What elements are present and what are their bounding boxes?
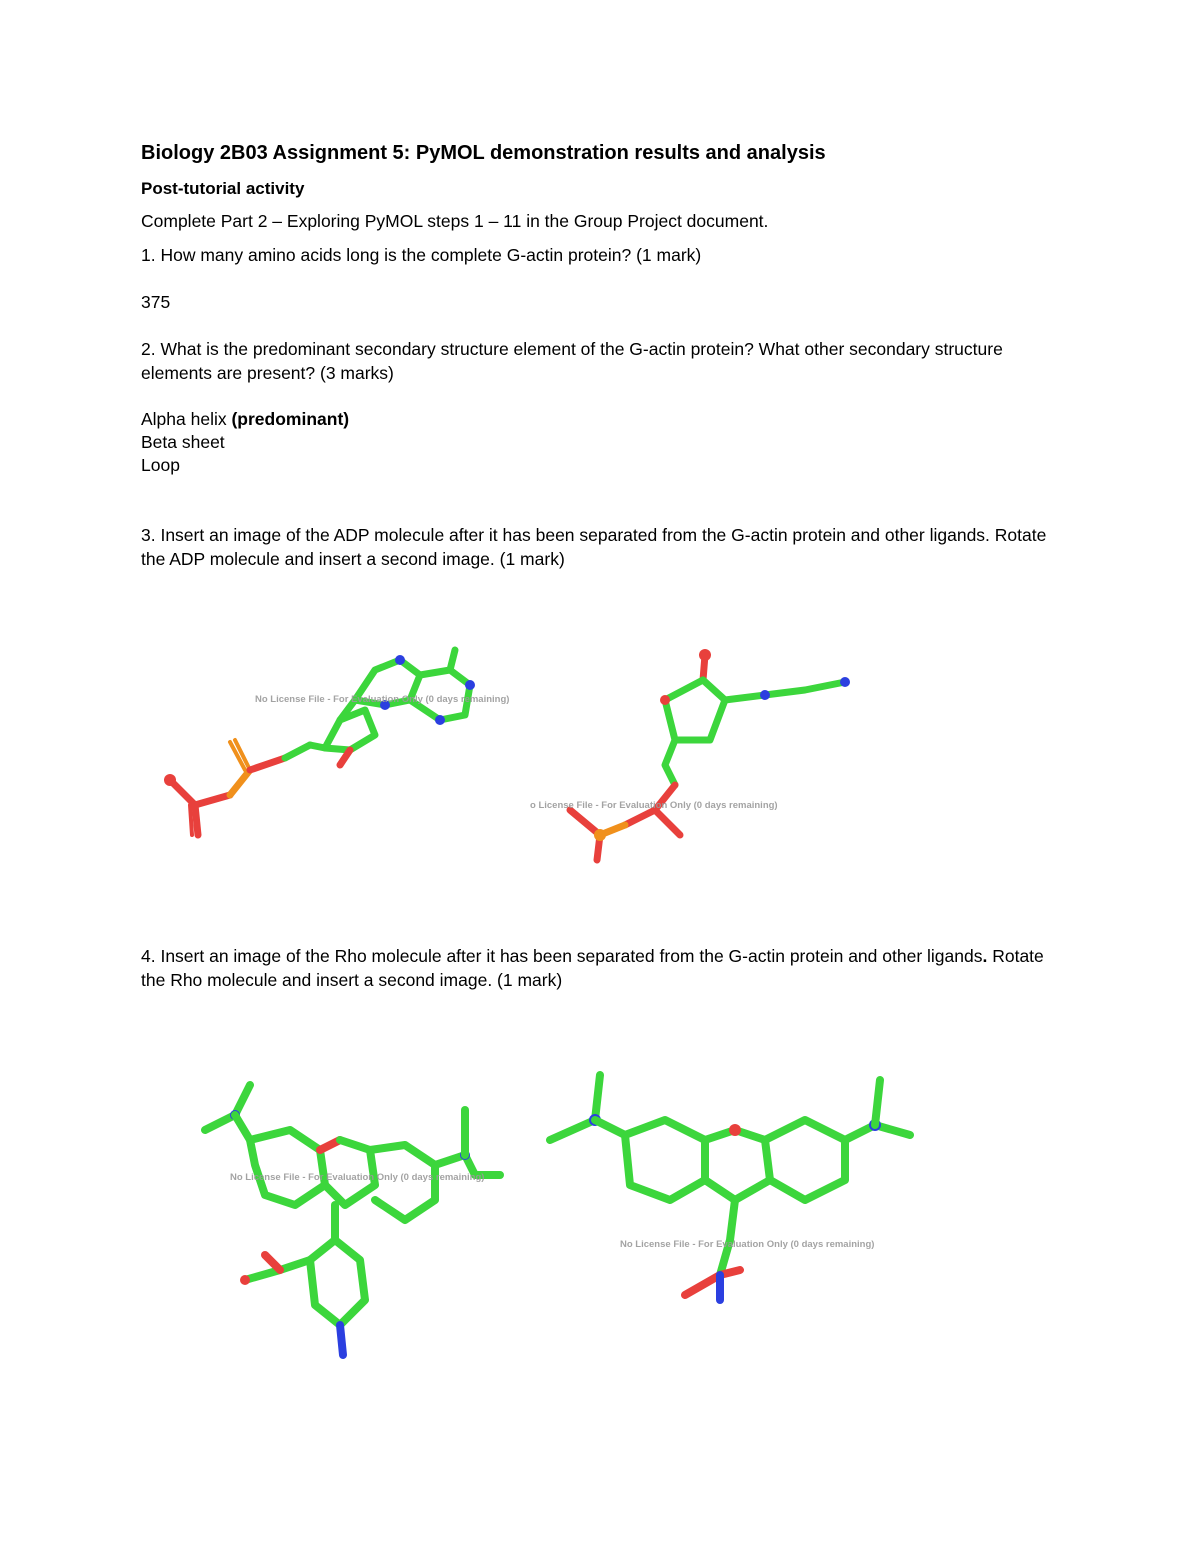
answer-2-line-1 [141,407,349,431]
watermark: No License File - For Evaluation Only (0 days remaining) [255,694,510,705]
question-4-period: . [982,946,988,966]
question-2: 2. What is the predominant secondary structure element of the G-actin protein? What other secondary structure elements are present? (3 marks) [141,339,1003,383]
question-3: 3. Insert an image of the ADP molecule after it has been separated from the G-actin protein and other ligands. Rotate the ADP molecule and insert a second image. (1 mark) [141,525,1047,569]
answer-2-bold: (predominant) [231,409,350,429]
watermark: o License File - For Evaluation Only (0 days remaining) [530,800,778,811]
answer-2-line-2: Beta sheet [141,432,225,452]
intro-text: Complete Part 2 – Exploring PyMOL steps 1 – 11 in the Group Project document. [141,211,769,231]
watermark: No License File - For Evaluation Only (0 days remaining) [230,1172,485,1183]
rho-molecule-image-2 [545,1060,925,1330]
adp-molecule-image-2 [525,640,885,870]
page-title: Biology 2B03 Assignment 5: PyMOL demonstration results and analysis [141,142,826,164]
answer-2-text: Alpha helix [141,409,232,429]
rho-molecule-image-1 [195,1070,515,1370]
question-4-part-2: Rotate the Rho molecule and insert a second image. (1 mark) [141,946,1044,990]
answer-2-line-3: Loop [141,455,180,475]
subtitle: Post-tutorial activity [141,179,305,198]
answer-1: 375 [141,292,171,312]
watermark: No License File - For Evaluation Only (0 days remaining) [620,1239,875,1250]
adp-molecule-image-1 [150,630,550,860]
question-1: 1. How many amino acids long is the complete G-actin protein? (1 mark) [141,245,702,265]
question-4-part-1: 4. Insert an image of the Rho molecule after it has been separated from the G-actin protein and other ligands [141,946,983,966]
question-4 [141,944,1071,992]
